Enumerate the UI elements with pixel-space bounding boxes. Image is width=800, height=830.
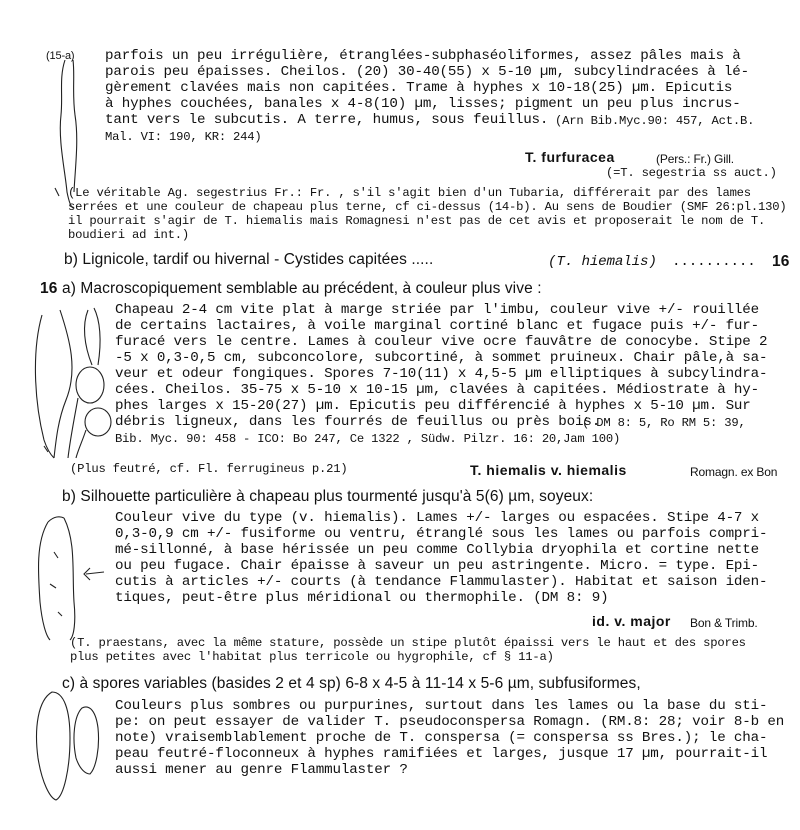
key-dots: .......... [672, 254, 756, 270]
synonym: (=T. segestria ss auct.) [606, 166, 777, 180]
text-line: note) vraisemblablement proche de T. conspersa (= conspersa ss Bres.); le cha- [115, 730, 768, 746]
note-line: (Le véritable Ag. segestrius Fr.: Fr. , s'il s'agit bien d'un Tubaria, différerait par des lames [68, 186, 751, 200]
reference: Bib. Myc. 90: 458 - ICO: Bo 247, Ce 1322 , Südw. Pilzr. 16: 20,Jam 100) [115, 432, 621, 446]
text-line: à hyphes couchées, banales x 4-8(10) µm, lisses; pigment un peu plus incrus- [105, 96, 741, 112]
key-line: b) Lignicole, tardif ou hivernal - Cystides capitées ..... [64, 251, 434, 268]
section-heading: b) Silhouette particulière à chapeau plus tourmenté jusqu'à 5(6) µm, soyeux: [62, 488, 594, 505]
text-line: de certains lactaires, à voile marginal cortiné blanc et fugace puis +/- fur- [115, 318, 760, 334]
text-line: débris ligneux, dans les fourrés de feuillus ou près bois. [115, 414, 601, 430]
text-line: cutis à articles +/- courts (à tendance Flammulaster). Habitat et saison iden- [115, 574, 768, 590]
text-line: Chapeau 2-4 cm vite plat à marge striée par l'imbu, couleur vive +/- rouillée [115, 302, 760, 318]
reference: (Arn Bib.Myc.90: 457, Act.B. [555, 114, 755, 128]
text-line: gèrement clavées mais non capitées. Trame à hyphes x 10-18(25) µm. Epicutis [105, 80, 733, 96]
reference: Mal. VI: 190, KR: 244) [105, 130, 262, 144]
cheilocystidium-drawing [45, 60, 105, 210]
text-line: parois peu épaisses. Cheilos. (20) 30-40(55) x 5-10 µm, subcylindracées à lé- [105, 64, 750, 80]
text-line: mé-sillonné, à base hérissée un peu comme Collybia dryophila et cortine nette [115, 542, 760, 558]
section-number-16: 16 [40, 280, 58, 297]
text-line: Couleur vive du type (v. hiemalis). Lames +/- larges ou espacées. Stipe 4-7 x [115, 510, 760, 526]
text-line: -5 x 0,3-0,5 cm, subconcolore, subcortiné, à sommet pruineux. Chair pâle,à sa- [115, 350, 768, 366]
note-line: il pourrait s'agir de T. hiemalis mais Romagnesi n'est pas de cet avis et proposerait le nom de T. [68, 214, 766, 228]
taxon-name: id. v. major [592, 613, 671, 629]
taxon-name: T. furfuracea [525, 149, 615, 165]
text-line: veur et odeur fongiques. Spores 7-10(11) x 4,5-5 µm elliptiques à subcylindra- [115, 366, 768, 382]
text-line: ou peu fugace. Chair épaisse à saveur un peu astringente. Micro. = type. Epi- [115, 558, 760, 574]
section-heading: c) à spores variables (basides 2 et 4 sp) 6-8 x 4-5 à 11-14 x 5-6 µm, subfusiformes, [62, 675, 641, 692]
note-line: boudieri ad int.) [68, 228, 189, 242]
figure-note: (Plus feutré, cf. Fl. ferrugineus p.21) [70, 462, 348, 476]
text-line: cées. Cheilos. 35-75 x 5-10 x 10-15 µm, clavées à capitées. Médiostrate à hy- [115, 382, 760, 398]
section-tag-15a: (15-a) [46, 50, 75, 62]
hyphae-drawing [28, 512, 118, 642]
note-line: (T. praestans, avec la même stature, possède un stipe plutôt épaissi vers le haut et des spores [70, 636, 746, 650]
text-line: parfois un peu irrégulière, étranglées-subphaséoliformes, assez pâles mais à [105, 48, 741, 64]
spores-drawing [30, 688, 110, 808]
text-line: furacé vers le centre. Lames à couleur vive ocre fauvâtre de conocybe. Stipe 2 [115, 334, 768, 350]
key-reference: (T. hiemalis) [548, 254, 657, 270]
note-line: plus petites avec l'habitat plus terricole ou hygrophile, cf § 11-a) [70, 650, 554, 664]
text-line: phes larges x 15-20(27) µm. Epicutis peu différencié à hyphes x 5-10 µm. Sur [115, 398, 751, 414]
text-line: tant vers le subcutis. A terre, humus, sous feuillus. [105, 112, 549, 128]
key-number: 16 [772, 253, 790, 270]
reference: ( DM 8: 5, Ro RM 5: 39, [582, 416, 746, 430]
taxon-author: (Pers.: Fr.) Gill. [656, 152, 734, 166]
taxon-name: T. hiemalis v. hiemalis [470, 462, 627, 478]
note-line: serrées et une couleur de chapeau plus terne, cf ci-dessus (14-b). Au sens de Boudier (SMF 26:pl.130) [68, 200, 787, 214]
text-line: aussi mener au genre Flammulaster ? [115, 762, 408, 778]
text-line: Couleurs plus sombres ou purpurines, surtout dans les lames ou la base du sti- [115, 698, 768, 714]
taxon-author: Bon & Trimb. [690, 616, 758, 630]
taxon-author: Romagn. ex Bon [690, 465, 778, 479]
text-line: peau feutré-floconneux à hyphes ramifiées et larges, jusque 17 µm, pourrait-il [115, 746, 768, 762]
cheilocystidia-drawing [30, 290, 120, 460]
text-line: tiques, peut-être plus méridional ou thermophile. (DM 8: 9) [115, 590, 609, 606]
section-heading: a) Macroscopiquement semblable au précédent, à couleur plus vive : [62, 280, 542, 297]
text-line: pe: on peut essayer de valider T. pseudoconspersa Romagn. (RM.8: 28; voir 8-b en [115, 714, 785, 730]
text-line: 0,3-0,9 cm +/- fusiforme ou ventru, étranglé sous les lames ou parfois compri- [115, 526, 768, 542]
